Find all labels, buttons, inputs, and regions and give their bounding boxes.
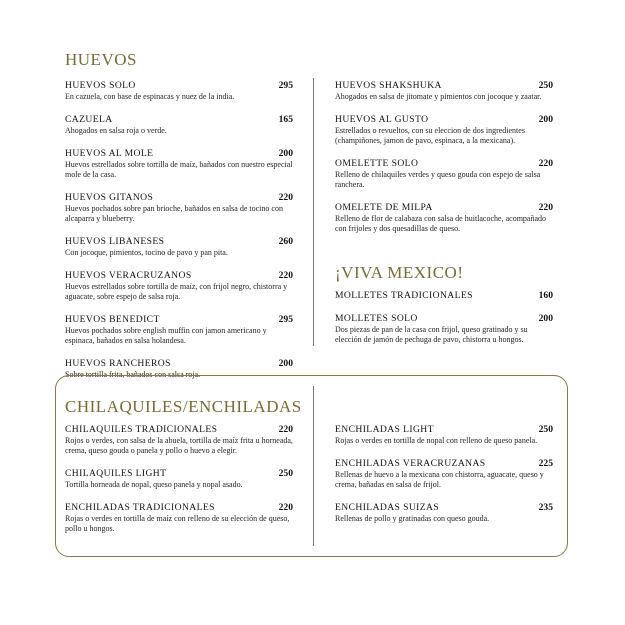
menu-item-price: 165 <box>278 114 293 125</box>
menu-item <box>65 148 293 180</box>
menu-item-name: ENCHILADAS LIGHT <box>335 424 434 435</box>
menu-item-name: HUEVOS SHAKSHUKA <box>335 80 442 91</box>
menu-item-description: Sobre tortilla frita, bañados con salsa roja. <box>65 370 201 379</box>
menu-item-description: Dos piezas de pan de la casa con frijol, queso gratinado y su elección de jamón de pechuga de pavo, chistorra u hongos. <box>335 325 528 344</box>
menu-item-price: 200 <box>538 114 553 125</box>
menu-item-price: 250 <box>538 424 553 435</box>
menu-item-description: Rojas o verdes en tortilla de nopal con relleno de queso panela. <box>335 436 538 445</box>
menu-item-description: Rojas o verdes en tortilla de maíz con relleno de su elección de queso, pollo u hongos. <box>65 514 290 533</box>
menu-item-name: CHILAQUILES LIGHT <box>65 468 167 479</box>
menu-item <box>65 270 293 302</box>
menu-item <box>65 468 293 490</box>
menu-item <box>65 502 293 534</box>
menu-item-name: ENCHILADAS SUIZAS <box>335 502 440 513</box>
chilaquiles-left-column <box>65 424 293 546</box>
menu-item-price: 220 <box>278 192 293 203</box>
menu-item-description: Huevos estrellados sobre tortilla de maíz, bañados con nuestro especial mole de la casa. <box>65 160 293 179</box>
menu-item-name: HUEVOS BENEDICT <box>65 314 160 325</box>
menu-item <box>335 458 553 490</box>
menu-item-description: Con jocoque, pimientos, tocino de pavo y pan pita. <box>65 248 228 257</box>
menu-item <box>335 313 553 345</box>
menu-item-price: 220 <box>278 502 293 513</box>
menu-item-description: Relleno de chilaquiles verdes y queso gouda con espejo de salsa ranchera. <box>335 170 541 189</box>
menu-item-description: Relleno de flor de calabaza con salsa de huitlacoche, acompañado con frijoles y dos quesadillas de queso. <box>335 214 547 233</box>
menu-item <box>65 236 293 258</box>
menu-item-price: 235 <box>538 502 553 513</box>
menu-item-name: CHILAQUILES TRADICIONALES <box>65 424 218 435</box>
menu-item-name: HUEVOS GITANOS <box>65 192 154 203</box>
menu-item-price: 220 <box>538 158 553 169</box>
menu-item-name: HUEVOS AL GUSTO <box>335 114 429 125</box>
menu-item-description: Huevos pochados sobre pan brioche, bañados en salsa de tocino con alcaparra y blueberry. <box>65 204 283 223</box>
menu-item-description: Rellenas de huevo a la mexicana con chistorra, aguacate, queso y crema, bañadas en salsa de frijol. <box>335 470 544 489</box>
menu-item-description: Huevos pochados sobre english muffin con jamon americano y espinaca, bañados en salsa holandesa. <box>65 326 267 345</box>
menu-item-name: ENCHILADAS VERACRUZANAS <box>335 458 486 469</box>
menu-item-description: Estrellados o revueltos, con su eleccion de dos ingredientes (champiñones, jamon de pavo, espinaca, a la mexicana). <box>335 126 525 145</box>
huevos-left-column <box>65 80 293 392</box>
chilaquiles-section-title: CHILAQUILES/ENCHILADAS <box>65 397 302 416</box>
menu-item-name: OMELETE DE MILPA <box>335 202 433 213</box>
menu-item <box>335 502 553 524</box>
menu-item <box>65 80 293 102</box>
menu-item-price: 260 <box>278 236 293 247</box>
menu-item-price: 200 <box>278 358 293 369</box>
menu-item-name: CAZUELA <box>65 114 113 125</box>
menu-item-price: 225 <box>538 458 553 469</box>
menu-item-name: HUEVOS AL MOLE <box>65 148 154 159</box>
huevos-right-column <box>335 80 553 246</box>
viva-mexico-column <box>335 290 553 357</box>
menu-item-name: OMELETTE SOLO <box>335 158 419 169</box>
huevos-section-title: HUEVOS <box>65 50 137 69</box>
menu-item-name: HUEVOS SOLO <box>65 80 136 91</box>
menu-item-price: 220 <box>278 270 293 281</box>
menu-item-price: 250 <box>278 468 293 479</box>
menu-item-description: En cazuela, con base de espinacas y nuez de la india. <box>65 92 235 101</box>
menu-item-description: Rellenas de pollo y gratinadas con queso gouda. <box>335 514 490 523</box>
chilaquiles-column-divider <box>313 386 314 546</box>
viva-mexico-section-title: ¡VIVA MEXICO! <box>335 263 464 282</box>
menu-item <box>335 424 553 446</box>
menu-item-description: Huevos estrellados sobre tortilla de maíz, con frijol negro, chistorra y aguacate, sobre espejo de salsa roja. <box>65 282 288 301</box>
menu-item-name: ENCHILADAS TRADICIONALES <box>65 502 215 513</box>
menu-item <box>335 158 553 190</box>
menu-item-price: 220 <box>538 202 553 213</box>
menu-item-description: Ahogados en salsa de jitomate y pimientos con jocoque y zaatar. <box>335 92 542 101</box>
menu-item <box>65 424 293 456</box>
menu-item-price: 200 <box>278 148 293 159</box>
menu-item-name: HUEVOS RANCHEROS <box>65 358 171 369</box>
menu-item <box>335 114 553 146</box>
menu-item <box>65 314 293 346</box>
menu-item <box>65 192 293 224</box>
menu-item-price: 220 <box>278 424 293 435</box>
menu-item-name: MOLLETES TRADICIONALES <box>335 290 473 301</box>
menu-item-price: 295 <box>278 80 293 91</box>
menu-item-description: Tortilla horneada de nopal, queso panela y nopal asado. <box>65 480 243 489</box>
chilaquiles-right-column <box>335 424 553 536</box>
menu-item <box>65 114 293 136</box>
menu-item <box>335 80 553 102</box>
menu-item-name: MOLLETES SOLO <box>335 313 418 324</box>
menu-item-price: 160 <box>538 290 553 301</box>
menu-item-description: Rojos o verdes, con salsa de la abuela, tortilla de maíz frita u horneada, crema, queso gouda o panela y pollo o huevo a elegir. <box>65 436 293 455</box>
huevos-column-divider <box>313 78 314 346</box>
menu-item-name: HUEVOS VERACRUZANOS <box>65 270 192 281</box>
menu-item-name: HUEVOS LIBANESES <box>65 236 165 247</box>
menu-item-description: Ahogados en salsa roja o verde. <box>65 126 167 135</box>
menu-item-price: 200 <box>538 313 553 324</box>
menu-item-price: 295 <box>278 314 293 325</box>
menu-item <box>335 202 553 234</box>
menu-item-price: 250 <box>538 80 553 91</box>
menu-item <box>335 290 553 301</box>
